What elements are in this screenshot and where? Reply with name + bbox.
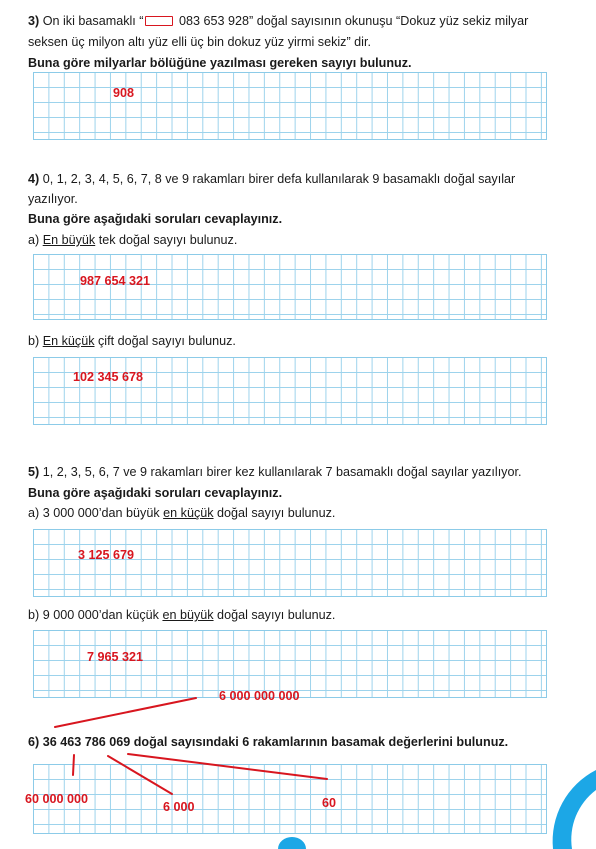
q5a-rest: doğal sayıyı bulunuz. (213, 506, 336, 520)
q5a-emphasis: en küçük (163, 506, 214, 520)
q4b-answer: 102 345 678 (73, 370, 144, 384)
q5b-answer: 7 965 321 (87, 650, 144, 664)
q6-value-ten-millions: 60 000 000 (25, 792, 89, 806)
q3-instruction: Buna göre milyarlar bölüğüne yazılması gereken sayıyı bulunuz. (28, 56, 412, 70)
q4b-prefix: b) (28, 334, 43, 348)
q4b-rest: çift doğal sayıyı bulunuz. (94, 334, 236, 348)
q5-line1-text: 1, 2, 3, 5, 6, 7 ve 9 rakamları birer kez kullanılarak 7 basamaklı doğal sayılar yazılıyor. (39, 465, 522, 479)
q4-instruction: Buna göre aşağıdaki soruları cevaplayınız. (28, 212, 283, 226)
q3-line1-b: 083 653 928” doğal sayısının okunuşu “Dokuz yüz sekiz milyar (175, 14, 529, 28)
q5a-answer: 3 125 679 (78, 548, 135, 562)
q3-answer: 908 (113, 86, 135, 100)
q4a-rest: tek doğal sayıyı bulunuz. (95, 233, 238, 247)
page-corner-arc (553, 770, 596, 849)
q5a-prefix: a) 3 000 000’dan büyük (28, 506, 164, 520)
q4b-emphasis: En küçük (42, 334, 95, 348)
q4-number: 4) (28, 172, 40, 186)
q6-value-thousands: 6 000 (163, 800, 195, 814)
q6-value-tens: 60 (322, 796, 337, 810)
q4-line2: yazılıyor. (28, 192, 78, 206)
q6-text: 36 463 786 069 doğal sayısındaki 6 rakamlarının basamak değerlerini bulunuz. (39, 735, 509, 749)
annotation-line-thousands (108, 756, 172, 794)
page-number-tab (278, 837, 306, 849)
q4-line1-text: 0, 1, 2, 3, 4, 5, 6, 7, 8 ve 9 rakamları birer defa kullanılarak 9 basamaklı doğal sayılar (39, 172, 516, 186)
q5-instruction: Buna göre aşağıdaki soruları cevaplayınız. (28, 486, 283, 500)
q5b-emphasis: en büyük (162, 608, 214, 622)
q4a-emphasis: En büyük (42, 233, 96, 247)
q6-value-billions: 6 000 000 000 (219, 689, 300, 703)
q5-number: 5) (28, 465, 40, 479)
q5b-rest: doğal sayıyı bulunuz. (213, 608, 336, 622)
q6-number: 6) (28, 735, 40, 749)
q5b-prefix: b) 9 000 000’dan küçük (28, 608, 163, 622)
annotation-line-billions (55, 698, 196, 727)
q3-number: 3) (28, 14, 40, 28)
q4a-prefix: a) (28, 233, 43, 247)
q3-line1-a: On iki basamaklı “ (39, 14, 144, 28)
annotation-line-ten-millions (73, 755, 74, 775)
annotation-line-tens (128, 754, 327, 779)
q4a-answer: 987 654 321 (80, 274, 151, 288)
q3-line2: seksen üç milyon altı yüz elli üç bin dokuz yüz yirmi sekiz” dir. (28, 35, 371, 49)
